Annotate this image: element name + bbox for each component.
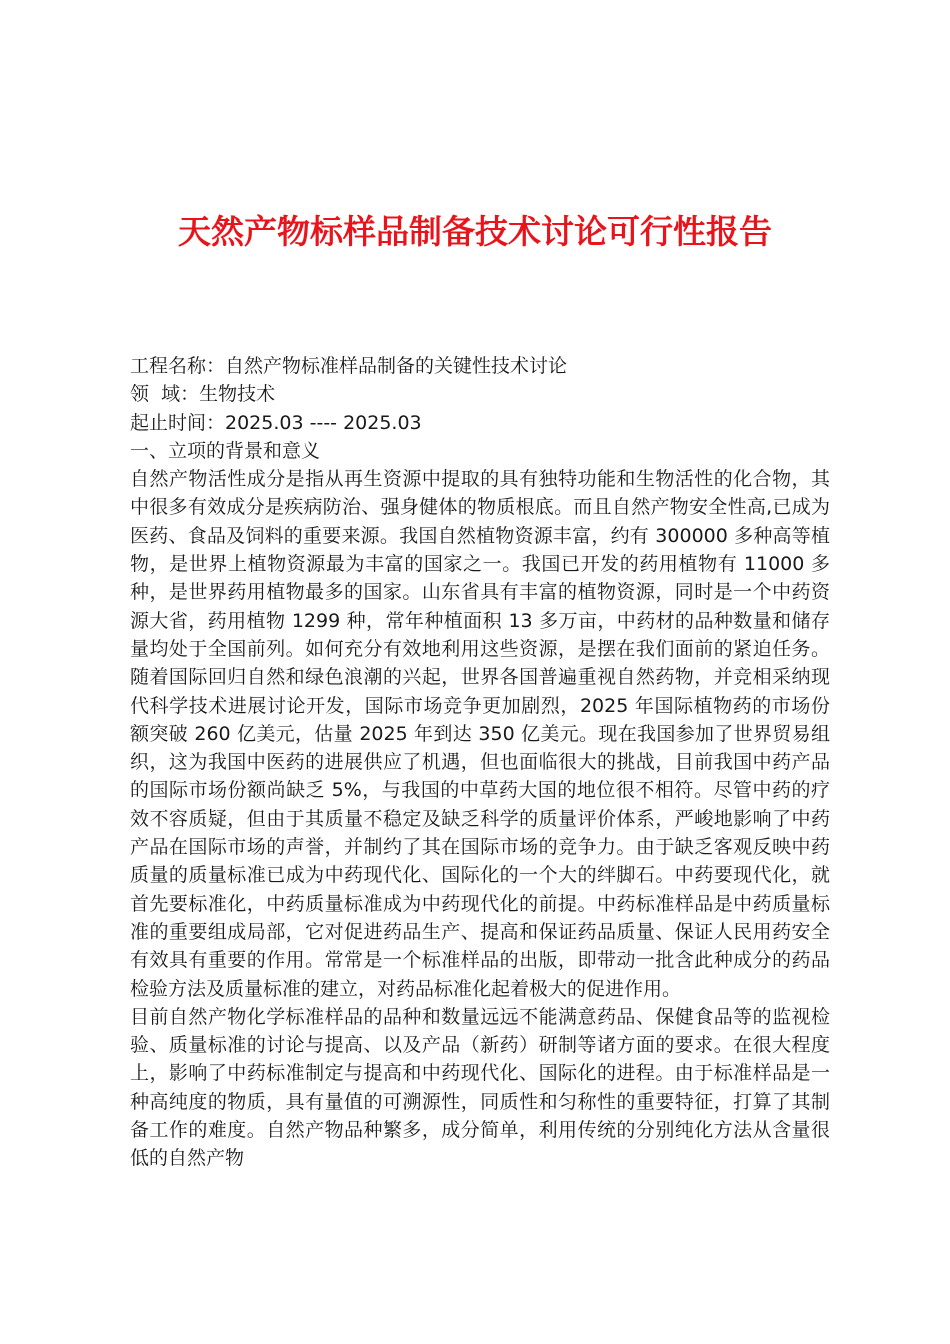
section-heading: 一、立项的背景和意义 bbox=[130, 439, 321, 462]
document-body bbox=[130, 352, 830, 1173]
period-line: 起止时间：2025.03 ---- 2025.03 bbox=[130, 411, 422, 434]
paragraph: 目前自然产物化学标准样品的品种和数量远远不能满意药品、保健食品等的监视检验、质量标准的讨论与提高、以及产品（新药）研制等诸方面的要求。在很大程度上，影响了中药标准制定与提高和中药现代化、国际化的进程。由于标准样品是一种高纯度的物质，具有量值的可溯源性，同质性和匀称性的重要特征，打算了其制备工作的难度。自然产物品种繁多，成分简单，利用传统的分别纯化方法从含量很低的自然产物 bbox=[130, 1005, 830, 1170]
document-title: 天然产物标样品制备技术讨论可行性报告 bbox=[178, 212, 772, 251]
field-line: 领 域：生物技术 bbox=[130, 383, 276, 406]
paragraph: 自然产物活性成分是指从再生资源中提取的具有独特功能和生物活性的化合物，其中很多有效成分是疾病防治、强身健体的物质根底。而且自然产物安全性高,已成为医药、食品及饲料的重要来源。我国自然植物资源丰富，约有 300000 多种高等植物，是世界上植物资源最为丰富的国家之一。我国已开发的药用植物有 11000 多种，是世界药用植物最多的国家。山东省具有丰富的植物资源，同时是一个中药资源大省，药用植物 1299 种，常年种植面积 13 多万亩，中药材的品种数量和储存量均处于全国前列。如何充分有效地利用这些资源，是摆在我们面前的紧迫任务。随着国际回归自然和绿色浪潮的兴起，世界各国普遍重视自然药物，并竞相采纳现代科学技术进展讨论开发，国际市场竞争更加剧烈，2025 年国际植物药的市场份额突破 260 亿美元，估量 2025 年到达 350 亿美元。现在我国参加了世界贸易组织，这为我国中医药的进展供应了机遇，但也面临很大的挑战，目前我国中药产品的国际市场份额尚缺乏 5%，与我国的中草药大国的地位很不相符。尽管中药的疗效不容质疑，但由于其质量不稳定及缺乏科学的质量评价体系，严峻地影响了中药产品在国际市场的声誉，并制约了其在国际市场的竞争力。由于缺乏客观反映中药质量的质量标准已成为中药现代化、国际化的一个大的绊脚石。中药要现代化，就首先要标准化，中药质量标准成为中药现代化的前提。中药标准样品是中药质量标准的重要组成局部，它对促进药品生产、提高和保证药品质量、保证人民用药安全有效具有重要的作用。常常是一个标准样品的出版，即带动一批含此种成分的药品检验方法及质量标准的建立，对药品标准化起着极大的促进作用。 bbox=[130, 468, 830, 1000]
project-name-line: 工程名称：自然产物标准样品制备的关键性技术讨论 bbox=[130, 355, 568, 377]
